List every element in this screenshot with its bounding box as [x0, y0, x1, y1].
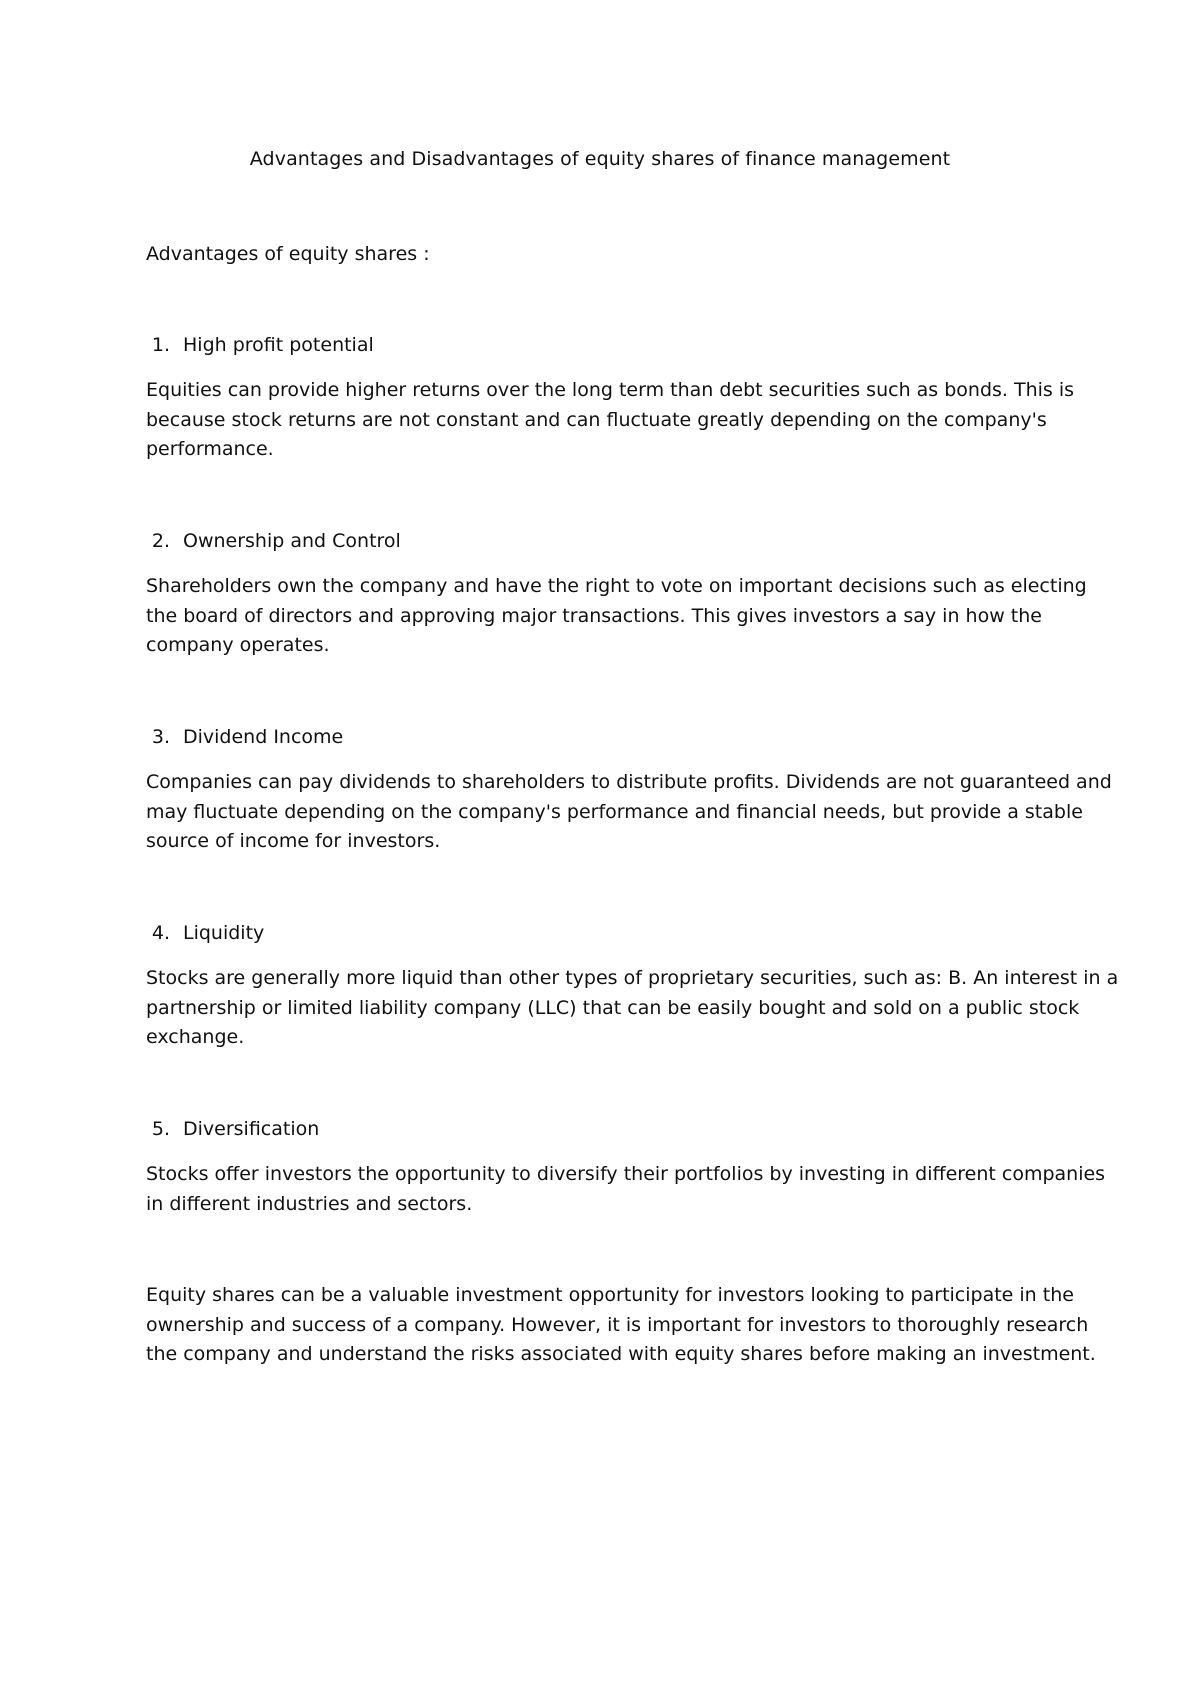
item-number: 5.	[151, 1118, 170, 1140]
paragraph-line: Stocks are generally more liquid than other types of proprietary securities, such as: B. An interest in a	[146, 967, 1119, 989]
item-paragraph	[146, 1160, 1106, 1219]
paragraph-line: Stocks offer investors the opportunity to diversify their portfolios by investing in different companies	[146, 1163, 1106, 1185]
item-title: Dividend Income	[183, 726, 344, 748]
item-title: Ownership and Control	[183, 530, 401, 552]
item-paragraph	[146, 964, 1119, 1053]
item-paragraph	[146, 768, 1112, 857]
document-title: Advantages and Disadvantages of equity shares of finance management	[249, 148, 951, 170]
item-paragraph	[146, 572, 1087, 661]
item-number: 2.	[151, 530, 170, 552]
paragraph-line: ownership and success of a company. However, it is important for investors to thoroughly research	[146, 1313, 1089, 1336]
item-paragraph	[146, 376, 1076, 465]
item-number: 4.	[151, 922, 170, 944]
paragraph-line: company operates.	[146, 634, 330, 656]
item-title: Diversification	[183, 1118, 320, 1140]
paragraph-line: Equities can provide higher returns over the long term than debt securities such as bonds. This is	[146, 379, 1075, 401]
item-title: Liquidity	[183, 922, 265, 944]
paragraph-line: the company and understand the risks associated with equity shares before making an investment.	[146, 1343, 1096, 1365]
paragraph-line: source of income for investors.	[146, 830, 441, 852]
paragraph-line: the board of directors and approving major transactions. This gives investors a say in how the	[146, 604, 1042, 627]
section-heading: Advantages of equity shares :	[146, 243, 430, 265]
paragraph-line: Companies can pay dividends to shareholders to distribute profits. Dividends are not guaranteed and	[146, 771, 1112, 793]
paragraph-line: exchange.	[146, 1026, 245, 1048]
paragraph-line: Shareholders own the company and have the right to vote on important decisions such as electing	[146, 575, 1087, 597]
paragraph-line: may fluctuate depending on the company's performance and financial needs, but provide a stable	[146, 800, 1083, 823]
item-number: 1.	[151, 334, 170, 356]
item-title: High profit potential	[183, 334, 374, 356]
paragraph-line: performance.	[146, 438, 274, 460]
paragraph-line: Equity shares can be a valuable investment opportunity for investors looking to participate in the	[146, 1284, 1074, 1306]
paragraph-line: because stock returns are not constant and can fluctuate greatly depending on the company's	[146, 408, 1047, 431]
item-number: 3.	[151, 726, 170, 748]
conclusion-paragraph	[146, 1281, 1096, 1370]
paragraph-line: in different industries and sectors.	[146, 1192, 473, 1215]
paragraph-line: partnership or limited liability company (LLC) that can be easily bought and sold on a public stock	[146, 996, 1080, 1019]
